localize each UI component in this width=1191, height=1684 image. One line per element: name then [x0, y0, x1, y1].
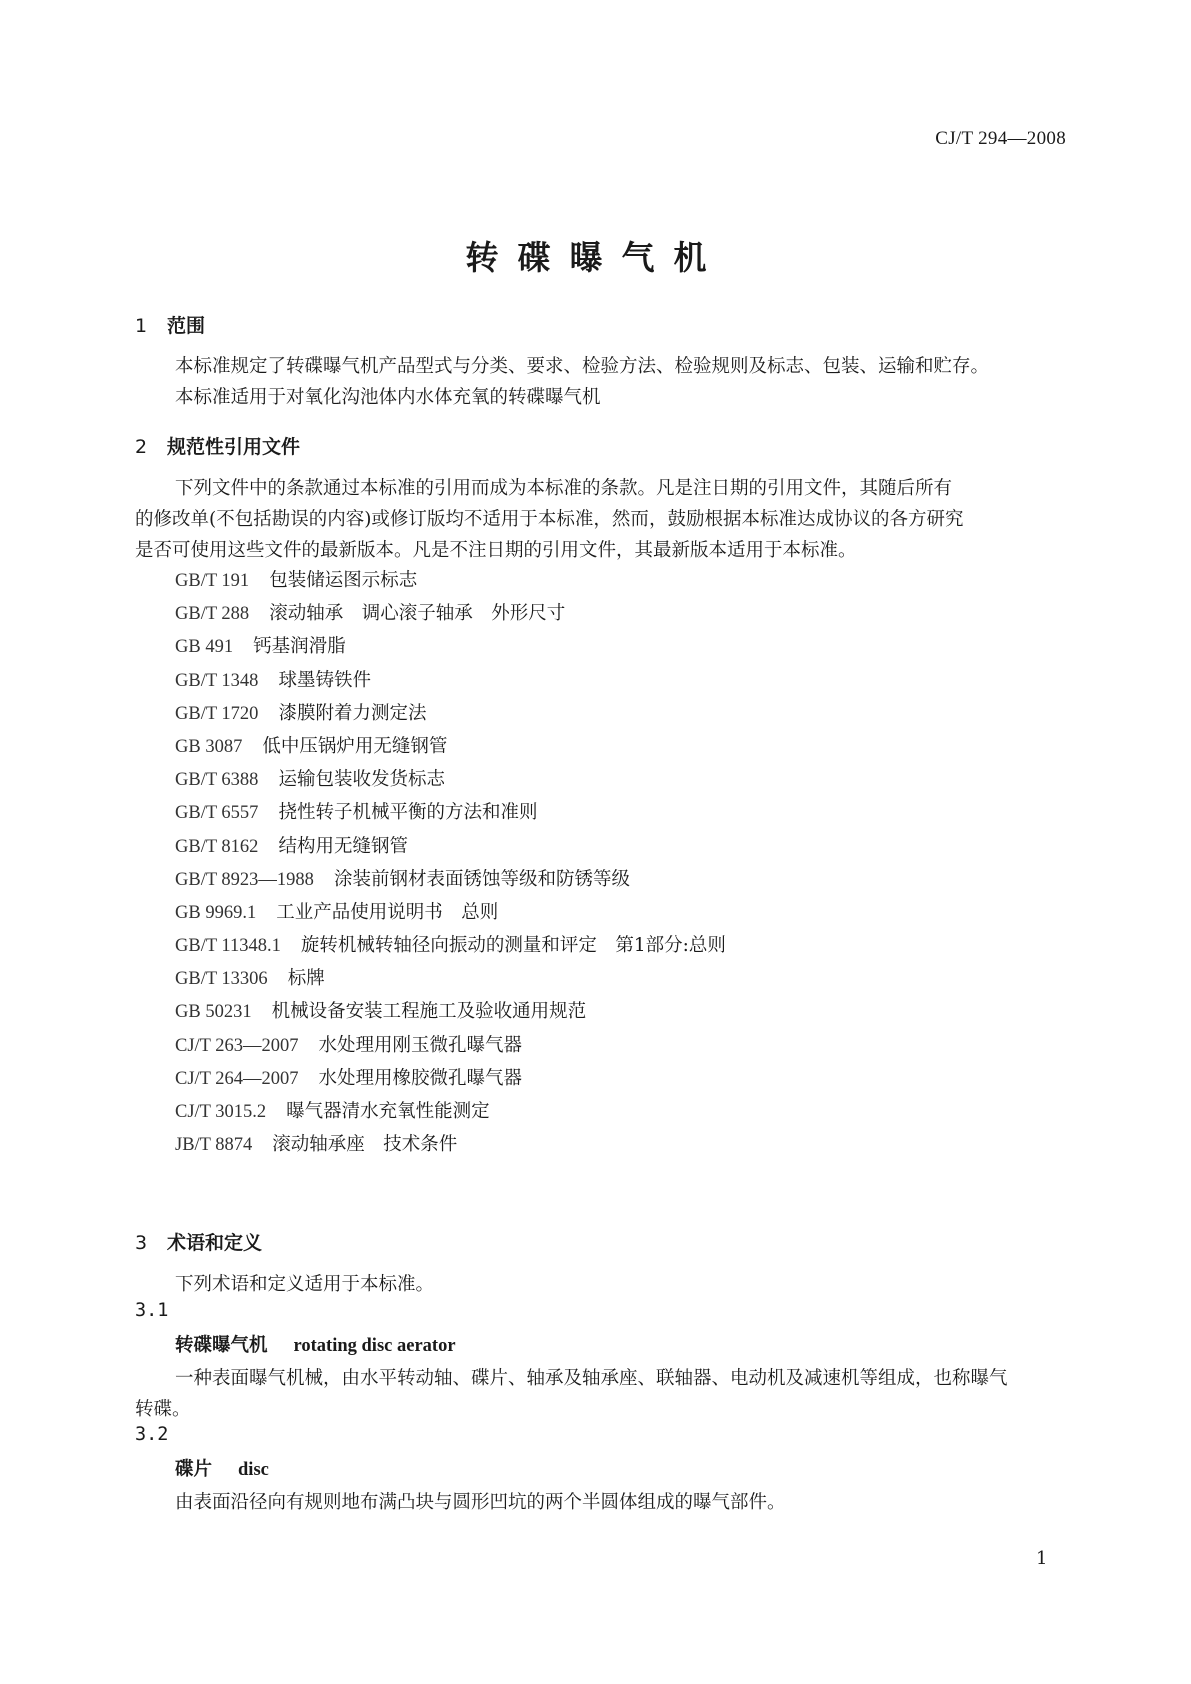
reference-item	[175, 830, 726, 863]
reference-code: CJ/T 3015.2	[175, 1102, 267, 1122]
term-number: 3.2	[135, 1424, 169, 1445]
reference-item	[175, 664, 726, 697]
reference-item	[175, 1128, 726, 1161]
section-number: 2	[135, 436, 148, 458]
reference-item	[175, 564, 726, 597]
reference-title: 机械设备安装工程施工及验收通用规范	[271, 1001, 587, 1023]
reference-title: 结构用无缝钢管	[278, 835, 408, 857]
reference-item	[175, 1062, 726, 1095]
section-title: 规范性引用文件	[167, 436, 301, 458]
normative-intro-line-3: 是否可使用这些文件的最新版本。凡是不注日期的引用文件，其最新版本适用于本标准。	[135, 540, 857, 561]
reference-title: 低中压锅炉用无缝钢管	[262, 735, 448, 757]
term-definition-line-2: 转碟。	[135, 1399, 191, 1420]
scope-paragraph-1: 本标准规定了转碟曝气机产品型式与分类、要求、检验方法、检验规则及标志、包装、运输和贮存。	[175, 356, 990, 377]
reference-code: GB/T 6388	[175, 770, 259, 791]
reference-item	[175, 597, 726, 630]
reference-code: CJ/T 263—2007	[175, 1035, 299, 1056]
reference-title: 曝气器清水充氧性能测定	[286, 1101, 490, 1122]
terms-intro: 下列术语和定义适用于本标准。	[175, 1274, 435, 1295]
reference-code: GB 3087	[175, 736, 243, 757]
reference-item	[175, 730, 726, 763]
reference-title: 挠性转子机械平衡的方法和准则	[278, 802, 538, 824]
section-2-heading	[135, 432, 300, 459]
reference-item	[175, 962, 726, 995]
reference-title: 球墨铸铁件	[278, 669, 371, 691]
term-definition-line-1: 一种表面曝气机械，由水平转动轴、碟片、轴承及轴承座、联轴器、电动机及减速机等组成，也称曝气	[175, 1368, 1008, 1389]
reference-item	[175, 1029, 726, 1062]
reference-title: 包装储运图示标志	[269, 570, 418, 591]
reference-title: 运输包装收发货标志	[278, 769, 445, 791]
reference-code: GB/T 288	[175, 604, 250, 625]
reference-code: GB 50231	[175, 1002, 252, 1023]
reference-code: GB/T 191	[175, 571, 250, 591]
reference-code: GB/T 13306	[175, 969, 268, 990]
reference-title: 水处理用橡胶微孔曝气器	[318, 1067, 523, 1089]
reference-title: 涂装前钢材表面锈蚀等级和防锈等级	[333, 868, 630, 890]
term-en: rotating disc aerator	[293, 1336, 456, 1356]
reference-code: GB/T 1720	[175, 703, 259, 724]
term-zh: 碟片	[175, 1459, 213, 1480]
reference-item	[175, 863, 726, 896]
reference-item	[175, 763, 726, 796]
section-1-heading	[135, 311, 205, 338]
section-title: 术语和定义	[167, 1232, 263, 1254]
reference-title: 标牌	[287, 968, 325, 990]
normative-intro-line-2: 的修改单(不包括勘误的内容)或修订版均不适用于本标准，然而，鼓励根据本标准达成协议的各方研究	[135, 509, 964, 530]
reference-list	[175, 564, 726, 1161]
reference-code: GB/T 11348.1	[175, 936, 281, 957]
term-heading	[175, 1455, 269, 1481]
document-title: 转碟曝气机	[465, 238, 726, 277]
reference-item	[175, 896, 726, 929]
reference-code: GB/T 1348	[175, 670, 259, 691]
reference-item	[175, 697, 726, 730]
reference-title: 漆膜附着力测定法	[278, 702, 427, 724]
reference-title: 滚动轴承 调心滚子轴承 外形尺寸	[269, 603, 566, 625]
term-en: disc	[238, 1460, 269, 1480]
reference-title: 滚动轴承座 技术条件	[272, 1134, 458, 1156]
term-definition-line-1: 由表面沿径向有规则地布满凸块与圆形凹坑的两个半圆体组成的曝气部件。	[175, 1492, 786, 1513]
section-number: 3	[135, 1232, 148, 1254]
reference-title: 钙基润滑脂	[253, 636, 346, 658]
reference-item	[175, 630, 726, 663]
reference-item	[175, 995, 726, 1028]
reference-title: 工业产品使用说明书 总则	[276, 901, 499, 923]
normative-intro-line-1: 下列文件中的条款通过本标准的引用而成为本标准的条款。凡是注日期的引用文件，其随后所有	[175, 478, 953, 499]
section-title: 范围	[167, 315, 206, 337]
reference-code: JB/T 8874	[175, 1135, 253, 1156]
reference-item	[175, 1095, 726, 1128]
reference-code: CJ/T 264—2007	[175, 1068, 299, 1089]
reference-code: GB/T 8162	[175, 836, 259, 857]
section-3-heading	[135, 1228, 262, 1255]
page-number: 1	[1036, 1548, 1048, 1569]
standard-number: CJ/T 294—2008	[935, 128, 1066, 149]
reference-code: GB/T 6557	[175, 803, 259, 824]
reference-code: GB/T 8923—1988	[175, 869, 314, 890]
term-heading	[175, 1331, 456, 1357]
term-zh: 转碟曝气机	[175, 1335, 268, 1356]
reference-item	[175, 929, 726, 962]
reference-title: 旋转机械转轴径向振动的测量和评定 第1部分:总则	[300, 935, 726, 957]
scope-paragraph-2: 本标准适用于对氧化沟池体内水体充氧的转碟曝气机	[175, 387, 601, 408]
reference-item	[175, 796, 726, 829]
term-number: 3.1	[135, 1300, 169, 1321]
section-number: 1	[135, 315, 148, 337]
reference-code: GB 9969.1	[175, 902, 257, 923]
reference-title: 水处理用刚玉微孔曝气器	[318, 1034, 523, 1056]
reference-code: GB 491	[175, 637, 234, 658]
